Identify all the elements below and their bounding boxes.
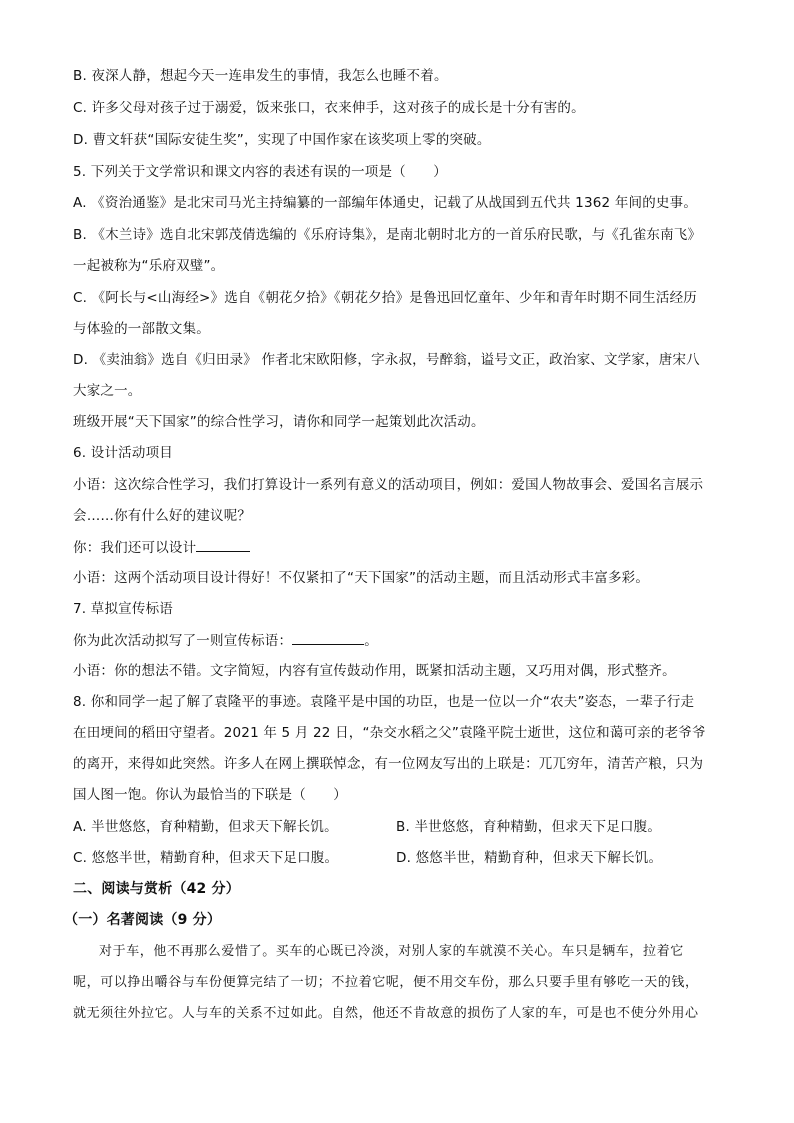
question-6-stem: 6. 设计活动项目 [73, 445, 173, 461]
passage-line-2: 呢，可以挣出嚼谷与车份便算完结了一切；不拉着它呢，便不用交车份，那么只要手里有够吃一天的钱， [73, 975, 699, 990]
question-7-stem: 7. 草拟宣传标语 [73, 601, 173, 617]
q8-option-d[interactable]: D. 悠悠半世，精勤育种，但求天下解长饥。 [396, 850, 663, 866]
section-2-heading: 二、阅读与赏析（42 分） [73, 881, 240, 897]
question-8-line3: 的离开，来得如此突然。许多人在网上撰联悼念，有一位网友写出的上联是：兀兀穷年，清苦产粮，只为 [73, 756, 704, 772]
q7-dialogue-1-text: 你为此次活动拟写了一则宣传标语： [73, 633, 293, 649]
q7-dialogue-2: 小语：你的想法不错。文字简短，内容有宣传鼓动作用，既紧扣活动主题，又巧用对偶，形式整齐。 [73, 663, 676, 679]
q5-option-d-line1: D. 《卖油翁》选自《归田录》 作者北宋欧阳修，字永叔，号醉翁，谥号文正，政治家、文学家，唐宋八 [73, 352, 700, 368]
q6-dialogue-1-line1: 小语：这次综合性学习，我们打算设计一系列有意义的活动项目，例如：爱国人物故事会、爱国名言展示 [73, 477, 704, 493]
q4-option-d: D. 曹文轩获“国际安徒生奖”，实现了中国作家在该奖项上零的突破。 [73, 132, 491, 148]
q6-dialogue-2 [73, 537, 250, 558]
q8-option-a[interactable]: A. 半世悠悠，育种精勤，但求天下解长饥。 [73, 819, 338, 835]
q4-option-c: C. 许多父母对孩子过于溺爱，饭来张口，衣来伸手，这对孩子的成长是十分有害的。 [73, 100, 585, 116]
question-8-line2: 在田埂间的稻田守望者。2021 年 5 月 22 日，“杂交水稻之父”袁隆平院士逝世，这位和蔼可亲的老爷爷 [73, 725, 706, 741]
q6-dialogue-3: 小语：这两个活动项目设计得好！不仅紧扣了“天下国家”的活动主题，而且活动形式丰富多彩。 [73, 570, 650, 586]
passage-line-1: 对于车，他不再那么爱惜了。买车的心既已冷淡，对别人家的车就漠不关心。车只是辆车，拉着它 [99, 944, 684, 959]
q5-option-b-line2: 一起被称为“乐府双璧”。 [73, 258, 225, 274]
q5-option-c-line2: 与体验的一部散文集。 [73, 321, 210, 337]
q7-answer-blank[interactable] [292, 630, 364, 645]
q7-dialogue-1 [73, 630, 378, 651]
q8-options-row-1 [73, 817, 662, 837]
q5-option-d-line2: 大家之一。 [73, 383, 142, 399]
subsection-1-heading: （一）名著阅读（9 分） [64, 912, 222, 928]
question-5-stem: 5. 下列关于文学常识和课文内容的表述有误的一项是（ ） [73, 164, 447, 180]
q8-option-b[interactable]: B. 半世悠悠，育种精勤，但求天下足口腹。 [396, 819, 662, 835]
q7-period: 。 [364, 633, 378, 649]
q5-option-c-line1: C. 《阿长与<山海经>》选自《朝花夕拾》《朝花夕拾》是鲁迅回忆童年、少年和青年时期不同生活经历 [73, 290, 697, 306]
activity-intro: 班级开展“天下国家”的综合性学习，请你和同学一起策划此次活动。 [73, 414, 485, 430]
q6-dialogue-2-text: 你：我们还可以设计 [73, 540, 197, 556]
question-8-line4: 国人图一饱。你认为最恰当的下联是（ ） [73, 787, 347, 803]
q8-options-row-2 [73, 848, 663, 868]
q4-option-b: B. 夜深人静，想起今天一连串发生的事情，我怎么也睡不着。 [73, 68, 448, 84]
q5-option-b-line1: B. 《木兰诗》选自北宋郭茂倩选编的《乐府诗集》，是南北朝时北方的一首乐府民歌，与《孔雀东南飞》 [73, 227, 702, 243]
passage-line-3: 就无须往外拉它。人与车的关系不过如此。自然，他还不肯故意的损伤了人家的车，可是也不使分外用心 [73, 1006, 699, 1021]
q5-option-a: A. 《资治通鉴》是北宋司马光主持编纂的一部编年体通史，记载了从战国到五代共 1362 年间的史事。 [73, 195, 698, 211]
q6-dialogue-1-line2: 会……你有什么好的建议呢？ [73, 508, 252, 524]
question-8-line1: 8. 你和同学一起了解了袁隆平的事迹。袁隆平是中国的功臣，也是一位以一介“农夫”姿态，一辈子行走 [73, 694, 695, 710]
q6-answer-blank[interactable] [196, 537, 250, 552]
q8-option-c[interactable]: C. 悠悠半世，精勤育种，但求天下足口腹。 [73, 850, 339, 866]
